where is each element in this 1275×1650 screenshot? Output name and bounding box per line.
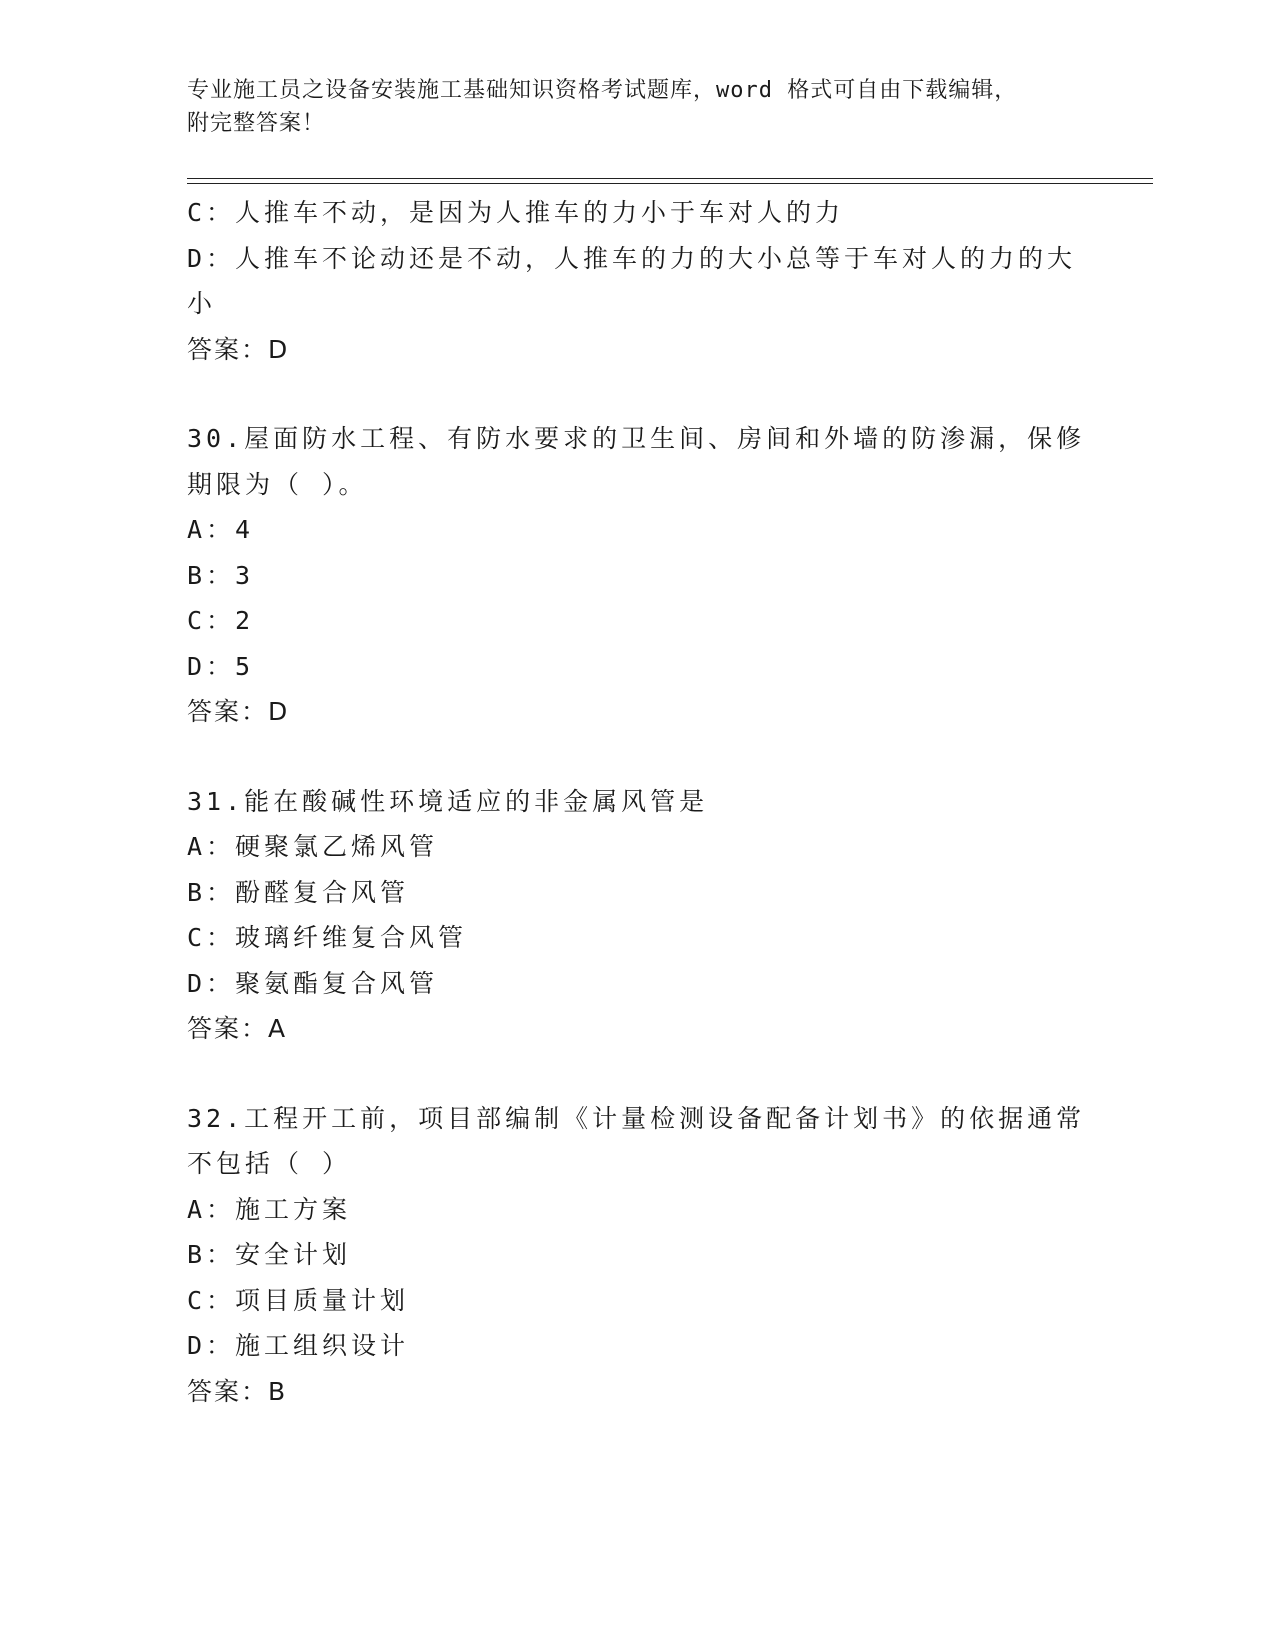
question-stem: 32.工程开工前，项目部编制《计量检测设备配备计划书》的依据通常 xyxy=(187,1103,1086,1133)
option-c: C：玻璃纤维复合风管 xyxy=(187,923,468,952)
header-line-2: 附完整答案！ xyxy=(187,111,326,136)
option-c: C：人推车不动，是因为人推车的力小于车对人的力 xyxy=(187,198,845,227)
question-32 xyxy=(187,1096,1087,1415)
option-d-wrap: 小 xyxy=(187,289,217,318)
answer: 答案：B xyxy=(187,1376,288,1406)
option-d: D：人推车不论动还是不动，人推车的力的大小总等于车对人的力的大 xyxy=(187,243,1077,273)
question-list xyxy=(187,190,1087,1414)
question-stem: 30.屋面防水工程、有防水要求的卫生间、房间和外墙的防渗漏，保修 xyxy=(187,424,1086,453)
question-29-continued xyxy=(187,190,1087,372)
question-stem: 31.能在酸碱性环境适应的非金属风管是 xyxy=(187,786,709,816)
option-b: B：安全计划 xyxy=(187,1240,352,1269)
document-header xyxy=(187,74,1087,140)
spacer xyxy=(187,735,1087,779)
option-d: D：5 xyxy=(187,651,255,681)
header-divider-bottom xyxy=(187,183,1153,184)
answer: 答案：A xyxy=(187,1014,288,1043)
option-a: A：施工方案 xyxy=(187,1194,352,1224)
option-a: A：4 xyxy=(187,515,255,544)
answer: 答案：D xyxy=(187,334,290,364)
spacer xyxy=(187,372,1087,416)
option-c: C：2 xyxy=(187,606,255,635)
option-d: D：施工组织设计 xyxy=(187,1331,410,1360)
answer: 答案：D xyxy=(187,697,290,726)
question-stem-wrap: 不包括（ ） xyxy=(187,1149,352,1178)
option-b: B：3 xyxy=(187,560,255,590)
header-divider-top xyxy=(187,178,1153,179)
option-c: C：项目质量计划 xyxy=(187,1285,410,1315)
question-stem-wrap: 期限为（ ）。 xyxy=(187,469,368,499)
header-line-1: 专业施工员之设备安装施工基础知识资格考试题库，word 格式可自由下载编辑， xyxy=(187,78,1018,103)
question-31 xyxy=(187,779,1087,1052)
question-30 xyxy=(187,416,1087,735)
option-a: A：硬聚氯乙烯风管 xyxy=(187,832,439,861)
spacer xyxy=(187,1052,1087,1096)
option-b: B：酚醛复合风管 xyxy=(187,877,410,907)
option-d: D：聚氨酯复合风管 xyxy=(187,968,439,998)
